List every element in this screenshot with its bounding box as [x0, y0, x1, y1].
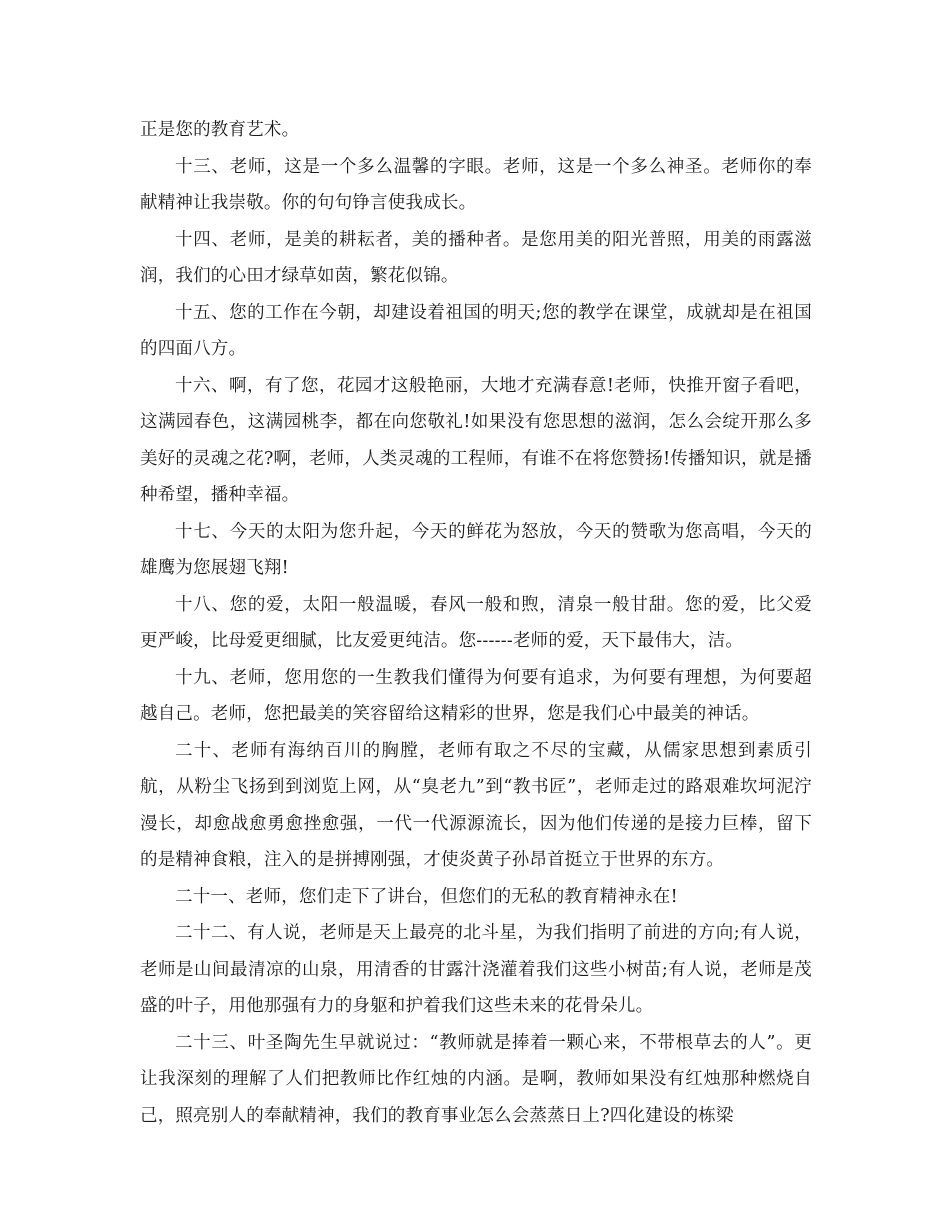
paragraph-16: 十六、啊，有了您，花园才这般艳丽，大地才充满春意!老师，快推开窗子看吧，这满园春色，这满园桃李，都在向您敬礼!如果没有您思想的滋润，怎么会绽开那么多美好的灵魂之花?啊，老师，人类灵魂的工程师，有谁不在将您赞扬!传播知识，就是播种希望，播种幸福。: [140, 375, 812, 505]
paragraph-13: 十三、老师，这是一个多么温馨的字眼。老师，这是一个多么神圣。老师你的奉献精神让我崇敬。你的句句铮言使我成长。: [140, 156, 812, 213]
paragraph-14: 十四、老师，是美的耕耘者，美的播种者。是您用美的阳光普照，用美的雨露滋润，我们的心田才绿草如茵，繁花似锦。: [140, 229, 812, 286]
paragraph-22: 二十二、有人说，老师是天上最亮的北斗星，为我们指明了前进的方向;有人说，老师是山间最清凉的山泉，用清香的甘露汁浇灌着我们这些小树苗;有人说，老师是茂盛的叶子，用他那强有力的身躯和护着我们这些未来的花骨朵儿。: [140, 923, 812, 1016]
paragraph-15: 十五、您的工作在今朝，却建设着祖国的明天;您的教学在课堂，成就却是在祖国的四面八方。: [140, 302, 812, 359]
paragraph-17: 十七、今天的太阳为您升起，今天的鲜花为怒放，今天的赞歌为您高唱，今天的雄鹰为您展翅飞翔!: [140, 521, 812, 578]
paragraph-21: 二十一、老师，您们走下了讲台，但您们的无私的教育精神永在!: [175, 886, 678, 907]
paragraph-18: 十八、您的爱，太阳一般温暖，春风一般和煦，清泉一般甘甜。您的爱，比父爱更严峻，比母爱更细腻，比友爱更纯洁。您------老师的爱，天下最伟大，洁。: [140, 594, 812, 651]
paragraph-23: 二十三、叶圣陶先生早就说过：“教师就是捧着一颗心来，不带根草去的人”。更让我深刻的理解了人们把教师比作红烛的内涵。是啊，教师如果没有红烛那种燃烧自己，照亮别人的奉献精神，我们的教育事业怎么会蒸蒸日上?四化建设的栋梁: [140, 1032, 812, 1126]
paragraph-continuation: 正是您的教育艺术。: [140, 120, 300, 140]
paragraph-20: 二十、老师有海纳百川的胸膛，老师有取之不尽的宝藏，从儒家思想到素质引航，从粉尘飞扬到到浏览上网，从“臭老九”到“教书匠”，老师走过的路艰难坎坷泥泞漫长，却愈战愈勇愈挫愈强，一代一代源源流长，因为他们传递的是接力巨棒，留下的是精神食粮，注入的是拼搏刚强，才使炎黄子孙昂首挺立于世界的东方。: [140, 740, 812, 870]
document-body: [140, 112, 812, 1134]
paragraph-19: 十九、老师，您用您的一生教我们懂得为何要有追求，为何要有理想，为何要超越自己。老师，您把最美的笑容留给这精彩的世界，您是我们心中最美的神话。: [140, 667, 812, 724]
